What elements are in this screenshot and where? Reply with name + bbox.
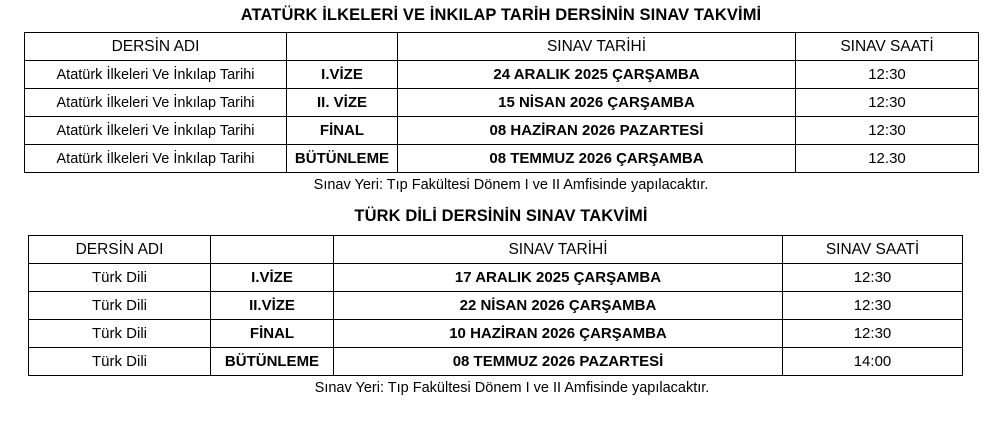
- column-header-exam-type: [287, 33, 398, 61]
- section-title-turk-dili: TÜRK DİLİ DERSİNİN SINAV TAKVİMİ: [354, 207, 648, 225]
- table-row: [25, 117, 979, 145]
- table-row: [29, 320, 963, 348]
- cell-exam-date: 15 NİSAN 2026 ÇARŞAMBA: [398, 89, 796, 117]
- table-header-row: [29, 236, 963, 264]
- cell-exam-date: 24 ARALIK 2025 ÇARŞAMBA: [398, 61, 796, 89]
- exam-location-note-ataturk: Sınav Yeri: Tıp Fakültesi Dönem I ve II Amfisinde yapılacaktır.: [313, 177, 709, 193]
- column-header-course-name: DERSİN ADI: [25, 33, 287, 61]
- cell-exam-time: 12:30: [796, 117, 979, 145]
- table-row: [25, 61, 979, 89]
- cell-course-name: Türk Dili: [29, 348, 211, 376]
- cell-exam-time: 12.30: [796, 145, 979, 173]
- table-header-ataturk: [25, 33, 979, 61]
- column-header-exam-time: SINAV SAATİ: [796, 33, 979, 61]
- cell-exam-date: 10 HAZİRAN 2026 ÇARŞAMBA: [334, 320, 783, 348]
- column-header-exam-date: SINAV TARİHİ: [398, 33, 796, 61]
- cell-exam-date: 17 ARALIK 2025 ÇARŞAMBA: [334, 264, 783, 292]
- cell-exam-type: II. VİZE: [287, 89, 398, 117]
- column-header-exam-type: [211, 236, 334, 264]
- table-row: [25, 145, 979, 173]
- column-header-exam-date: SINAV TARİHİ: [334, 236, 783, 264]
- table-header-row: [25, 33, 979, 61]
- exam-schedule-section-ataturk: [0, 0, 1002, 193]
- cell-exam-date: 22 NİSAN 2026 ÇARŞAMBA: [334, 292, 783, 320]
- cell-exam-time: 12:30: [783, 264, 963, 292]
- table-row: [29, 292, 963, 320]
- exam-location-note-turk-dili: Sınav Yeri: Tıp Fakültesi Dönem I ve II Amfisinde yapılacaktır.: [314, 380, 710, 396]
- table-row: [29, 348, 963, 376]
- cell-exam-type: II.VİZE: [211, 292, 334, 320]
- cell-exam-date: 08 HAZİRAN 2026 PAZARTESİ: [398, 117, 796, 145]
- table-body-ataturk: [25, 61, 979, 173]
- cell-exam-type: BÜTÜNLEME: [287, 145, 398, 173]
- cell-course-name: Türk Dili: [29, 320, 211, 348]
- cell-exam-type: FİNAL: [287, 117, 398, 145]
- exam-schedule-section-turk-dili: [0, 193, 1002, 396]
- section-title-ataturk: ATATÜRK İLKELERİ VE İNKILAP TARİH DERSİNİN SINAV TAKVİMİ: [240, 6, 762, 24]
- exam-table-turk-dili: [28, 235, 963, 376]
- cell-exam-time: 14:00: [783, 348, 963, 376]
- cell-exam-time: 12:30: [783, 292, 963, 320]
- cell-exam-type: I.VİZE: [287, 61, 398, 89]
- cell-course-name: Türk Dili: [29, 292, 211, 320]
- cell-exam-type: FİNAL: [211, 320, 334, 348]
- cell-exam-date: 08 TEMMUZ 2026 PAZARTESİ: [334, 348, 783, 376]
- cell-exam-type: I.VİZE: [211, 264, 334, 292]
- table-row: [25, 89, 979, 117]
- cell-exam-time: 12:30: [783, 320, 963, 348]
- table-body-turk-dili: [29, 264, 963, 376]
- cell-exam-time: 12:30: [796, 61, 979, 89]
- cell-exam-time: 12:30: [796, 89, 979, 117]
- table-row: [29, 264, 963, 292]
- column-header-course-name: DERSİN ADI: [29, 236, 211, 264]
- column-header-exam-time: SINAV SAATİ: [783, 236, 963, 264]
- cell-course-name: Atatürk İlkeleri Ve İnkılap Tarihi: [25, 117, 287, 145]
- cell-course-name: Atatürk İlkeleri Ve İnkılap Tarihi: [25, 61, 287, 89]
- table-header-turk-dili: [29, 236, 963, 264]
- exam-table-ataturk: [24, 32, 979, 173]
- cell-exam-date: 08 TEMMUZ 2026 ÇARŞAMBA: [398, 145, 796, 173]
- cell-course-name: Atatürk İlkeleri Ve İnkılap Tarihi: [25, 89, 287, 117]
- cell-course-name: Türk Dili: [29, 264, 211, 292]
- cell-exam-type: BÜTÜNLEME: [211, 348, 334, 376]
- cell-course-name: Atatürk İlkeleri Ve İnkılap Tarihi: [25, 145, 287, 173]
